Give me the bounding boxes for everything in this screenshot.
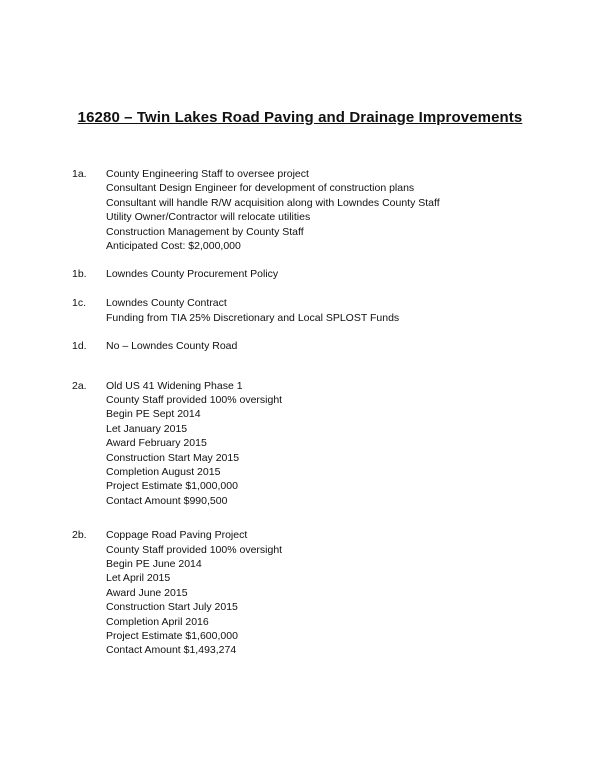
- item-line: No – Lowndes County Road: [106, 340, 238, 353]
- item-line: Funding from TIA 25% Discretionary and Local SPLOST Funds: [106, 311, 400, 324]
- item-line: Award February 2015: [106, 437, 207, 450]
- item-number: 2b.: [72, 529, 87, 542]
- item-number: 1b.: [72, 268, 87, 281]
- item-line: Begin PE Sept 2014: [106, 408, 201, 421]
- item-line: Contact Amount $1,493,274: [106, 644, 237, 657]
- item-lines: [106, 267, 572, 281]
- item-1a: [72, 167, 572, 253]
- item-lines: [106, 528, 572, 658]
- item-line: Construction Start May 2015: [106, 451, 240, 464]
- item-line: Construction Start July 2015: [106, 601, 238, 614]
- item-lines: [106, 339, 572, 353]
- item-line: Completion August 2015: [106, 466, 221, 478]
- item-line: Let April 2015: [106, 572, 171, 585]
- item-line: County Engineering Staff to oversee project: [106, 168, 309, 180]
- item-line: Anticipated Cost: $2,000,000: [106, 240, 241, 253]
- item-number: 2a.: [72, 379, 87, 392]
- item-line: Coppage Road Paving Project: [106, 529, 248, 542]
- item-line: Old US 41 Widening Phase 1: [106, 379, 243, 392]
- item-1b: [72, 267, 572, 281]
- item-lines: [106, 167, 572, 253]
- item-line: Project Estimate $1,600,000: [106, 630, 238, 643]
- item-1c: [72, 296, 572, 325]
- item-number: 1d.: [72, 340, 87, 353]
- item-line: Contact Amount $990,500: [106, 494, 228, 507]
- item-line: Consultant will handle R/W acquisition along with Lowndes County Staff: [106, 196, 440, 209]
- item-line: Lowndes County Contract: [106, 297, 227, 310]
- item-line: Completion April 2016: [106, 615, 209, 628]
- item-2b: [72, 528, 572, 658]
- item-lines: [106, 379, 572, 509]
- item-line: Let January 2015: [106, 422, 188, 435]
- item-line: County Staff provided 100% oversight: [106, 543, 283, 556]
- item-line: County Staff provided 100% oversight: [106, 393, 283, 406]
- item-line: Lowndes County Procurement Policy: [106, 268, 279, 281]
- item-number: 1a.: [72, 168, 87, 180]
- item-number: 1c.: [72, 297, 87, 310]
- item-1d: [72, 339, 572, 353]
- item-list: [72, 167, 572, 658]
- document-title: 16280 – Twin Lakes Road Paving and Drainage Improvements: [77, 109, 523, 126]
- item-line: Construction Management by County Staff: [106, 225, 304, 238]
- item-lines: [106, 296, 572, 325]
- item-line: Utility Owner/Contractor will relocate utilities: [106, 211, 311, 224]
- item-2a: [72, 379, 572, 509]
- item-line: Project Estimate $1,000,000: [106, 480, 238, 493]
- item-line: Consultant Design Engineer for development of construction plans: [106, 182, 415, 195]
- item-line: Begin PE June 2014: [106, 558, 202, 571]
- item-line: Award June 2015: [106, 586, 188, 599]
